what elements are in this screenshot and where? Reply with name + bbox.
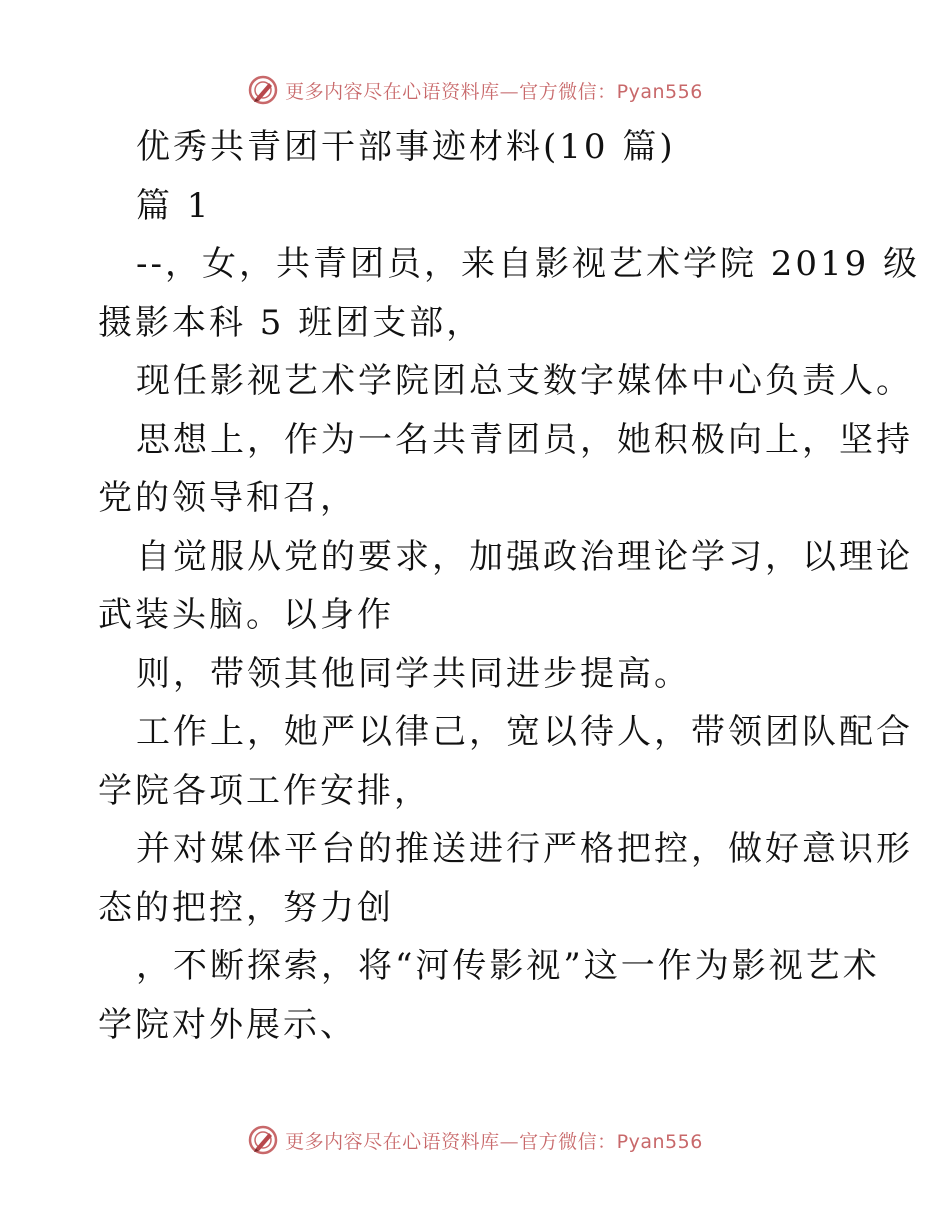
paragraph-line: 工作上，她严以律己，宽以待人，带领团队配合: [136, 712, 913, 752]
footer-banner-main: 更多内容尽在心语资料库: [285, 1130, 500, 1153]
paragraph-line: 武装头脑。以身作: [98, 595, 394, 635]
paragraph-line: 党的领导和召，: [98, 478, 357, 518]
document-body: [98, 118, 921, 1054]
section-heading: 篇 1: [136, 185, 212, 226]
footer-banner: [0, 1120, 950, 1160]
paragraph-line: ，不断探索，将“河传影视”这一作为影视艺术: [136, 946, 880, 986]
header-banner-text: [285, 77, 703, 104]
pen-logo-icon: [247, 1124, 279, 1156]
pen-logo-icon: [247, 74, 279, 106]
footer-banner-official: 官方微信：Pyan556: [519, 1130, 703, 1153]
paragraph-line: 态的把控，努力创: [98, 887, 394, 928]
paragraph-line: 摄影本科 5 班团支部，: [98, 302, 484, 343]
header-banner-official: 官方微信：Pyan556: [519, 80, 703, 103]
paragraph-line: 学院对外展示、: [98, 1004, 357, 1045]
footer-banner-content: [247, 1124, 703, 1156]
paragraph-line: 学院各项工作安排，: [98, 770, 431, 811]
footer-banner-dash: —: [499, 1130, 520, 1153]
paragraph-line: 现任影视艺术学院团总支数字媒体中心负责人。: [136, 361, 913, 401]
paragraph-line: 则，带领其他同学共同进步提高。: [136, 653, 691, 694]
header-banner-dash: —: [499, 80, 520, 103]
paragraph-line: 思想上，作为一名共青团员，她积极向上，坚持: [136, 419, 913, 460]
paragraph-line: --，女，共青团员，来自影视艺术学院 2019 级: [136, 244, 921, 284]
header-banner-main: 更多内容尽在心语资料库: [285, 80, 500, 103]
footer-banner-text: [285, 1127, 703, 1154]
document-title: 优秀共青团干部事迹材料(10 篇): [136, 127, 676, 167]
paragraph-line: 自觉服从党的要求，加强政治理论学习，以理论: [136, 536, 913, 577]
header-banner-content: [247, 74, 703, 106]
paragraph-line: 并对媒体平台的推送进行严格把控，做好意识形: [136, 829, 913, 869]
header-banner: [0, 70, 950, 110]
